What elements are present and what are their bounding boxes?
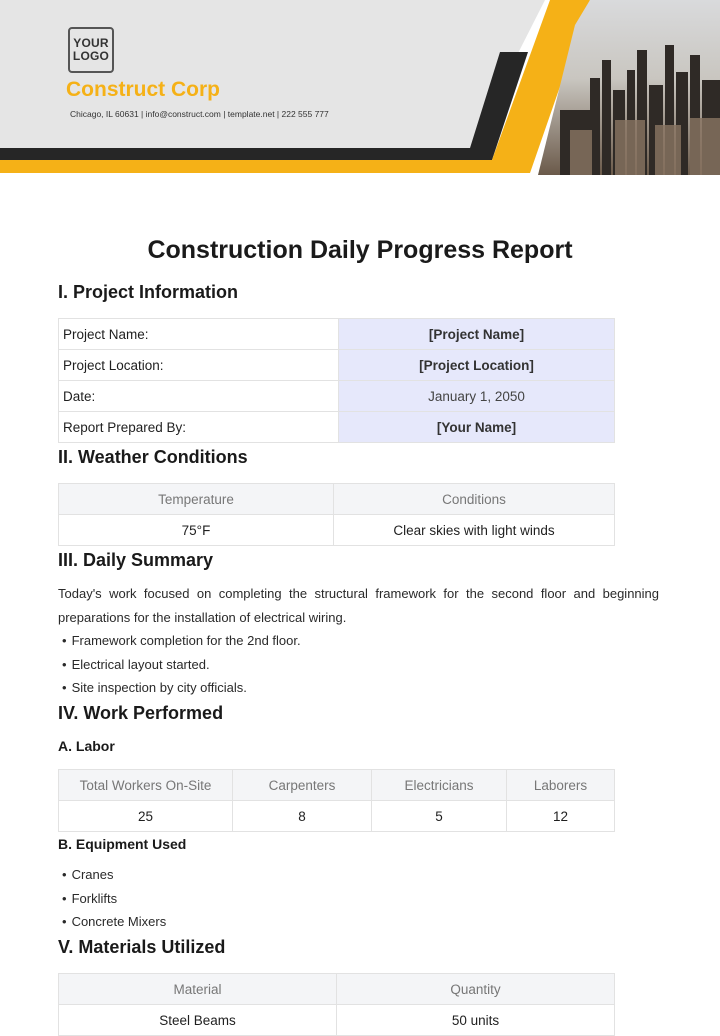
project-location-value: [Project Location]: [339, 350, 615, 381]
laborers-value: 12: [507, 801, 615, 832]
section-heading-work: IV. Work Performed: [58, 703, 224, 723]
logo-placeholder: [68, 27, 114, 73]
list-item: • Framework completion for the 2nd floor.: [62, 629, 301, 653]
temperature-header: Temperature: [59, 484, 334, 515]
conditions-header: Conditions: [334, 484, 615, 515]
electricians-value: 5: [372, 801, 507, 832]
section-heading-materials: V. Materials Utilized: [58, 937, 226, 957]
table-row: [59, 1005, 615, 1036]
table-row: [59, 350, 615, 381]
header-banner: [0, 0, 720, 175]
section-heading-summary: III. Daily Summary: [58, 550, 214, 570]
section-heading-project-info: I. Project Information: [58, 282, 239, 302]
project-location-label: Project Location:: [59, 350, 339, 381]
table-header-row: [59, 484, 615, 515]
conditions-value: Clear skies with light winds: [334, 515, 615, 546]
list-item: • Forklifts: [62, 887, 166, 911]
date-value: January 1, 2050: [339, 381, 615, 412]
company-name: Construct Corp: [66, 78, 220, 101]
labor-table: [58, 769, 615, 832]
temperature-value: 75°F: [59, 515, 334, 546]
company-contact: Chicago, IL 60631 | info@construct.com | template.net | 222 555 777: [70, 109, 329, 119]
project-name-label: Project Name:: [59, 319, 339, 350]
logo-text-line2: LOGO: [72, 49, 110, 63]
weather-table: [58, 483, 615, 546]
list-item: • Site inspection by city officials.: [62, 676, 301, 700]
total-workers-header: Total Workers On-Site: [59, 770, 233, 801]
project-info-table: [58, 318, 615, 443]
prepared-by-label: Report Prepared By:: [59, 412, 339, 443]
section-heading-weather: II. Weather Conditions: [58, 447, 248, 467]
list-item: • Cranes: [62, 863, 166, 887]
laborers-header: Laborers: [507, 770, 615, 801]
total-workers-value: 25: [59, 801, 233, 832]
prepared-by-value: [Your Name]: [339, 412, 615, 443]
summary-bullet-list: [62, 629, 301, 700]
electricians-header: Electricians: [372, 770, 507, 801]
carpenters-value: 8: [233, 801, 372, 832]
project-name-value: [Project Name]: [339, 319, 615, 350]
material-header: Material: [59, 974, 337, 1005]
logo-text-line1: YOUR: [73, 36, 109, 50]
equipment-list: [62, 863, 166, 934]
table-header-row: [59, 770, 615, 801]
quantity-value: 50 units: [337, 1005, 615, 1036]
summary-paragraph: Today's work focused on completing the structural framework for the second floor and beginning preparations for the installation of electrical wiring.: [58, 586, 659, 625]
date-label: Date:: [59, 381, 339, 412]
subheading-labor: A. Labor: [58, 738, 115, 754]
table-row: [59, 412, 615, 443]
list-item: • Electrical layout started.: [62, 653, 301, 677]
quantity-header: Quantity: [337, 974, 615, 1005]
table-row: [59, 319, 615, 350]
table-row: [59, 801, 615, 832]
table-header-row: [59, 974, 615, 1005]
document-title: Construction Daily Progress Report: [147, 236, 573, 264]
materials-table: [58, 973, 615, 1036]
table-row: [59, 381, 615, 412]
header-panel: [0, 0, 545, 148]
subheading-equipment: B. Equipment Used: [58, 836, 187, 852]
material-value: Steel Beams: [59, 1005, 337, 1036]
table-row: [59, 515, 615, 546]
carpenters-header: Carpenters: [233, 770, 372, 801]
list-item: • Concrete Mixers: [62, 910, 166, 934]
